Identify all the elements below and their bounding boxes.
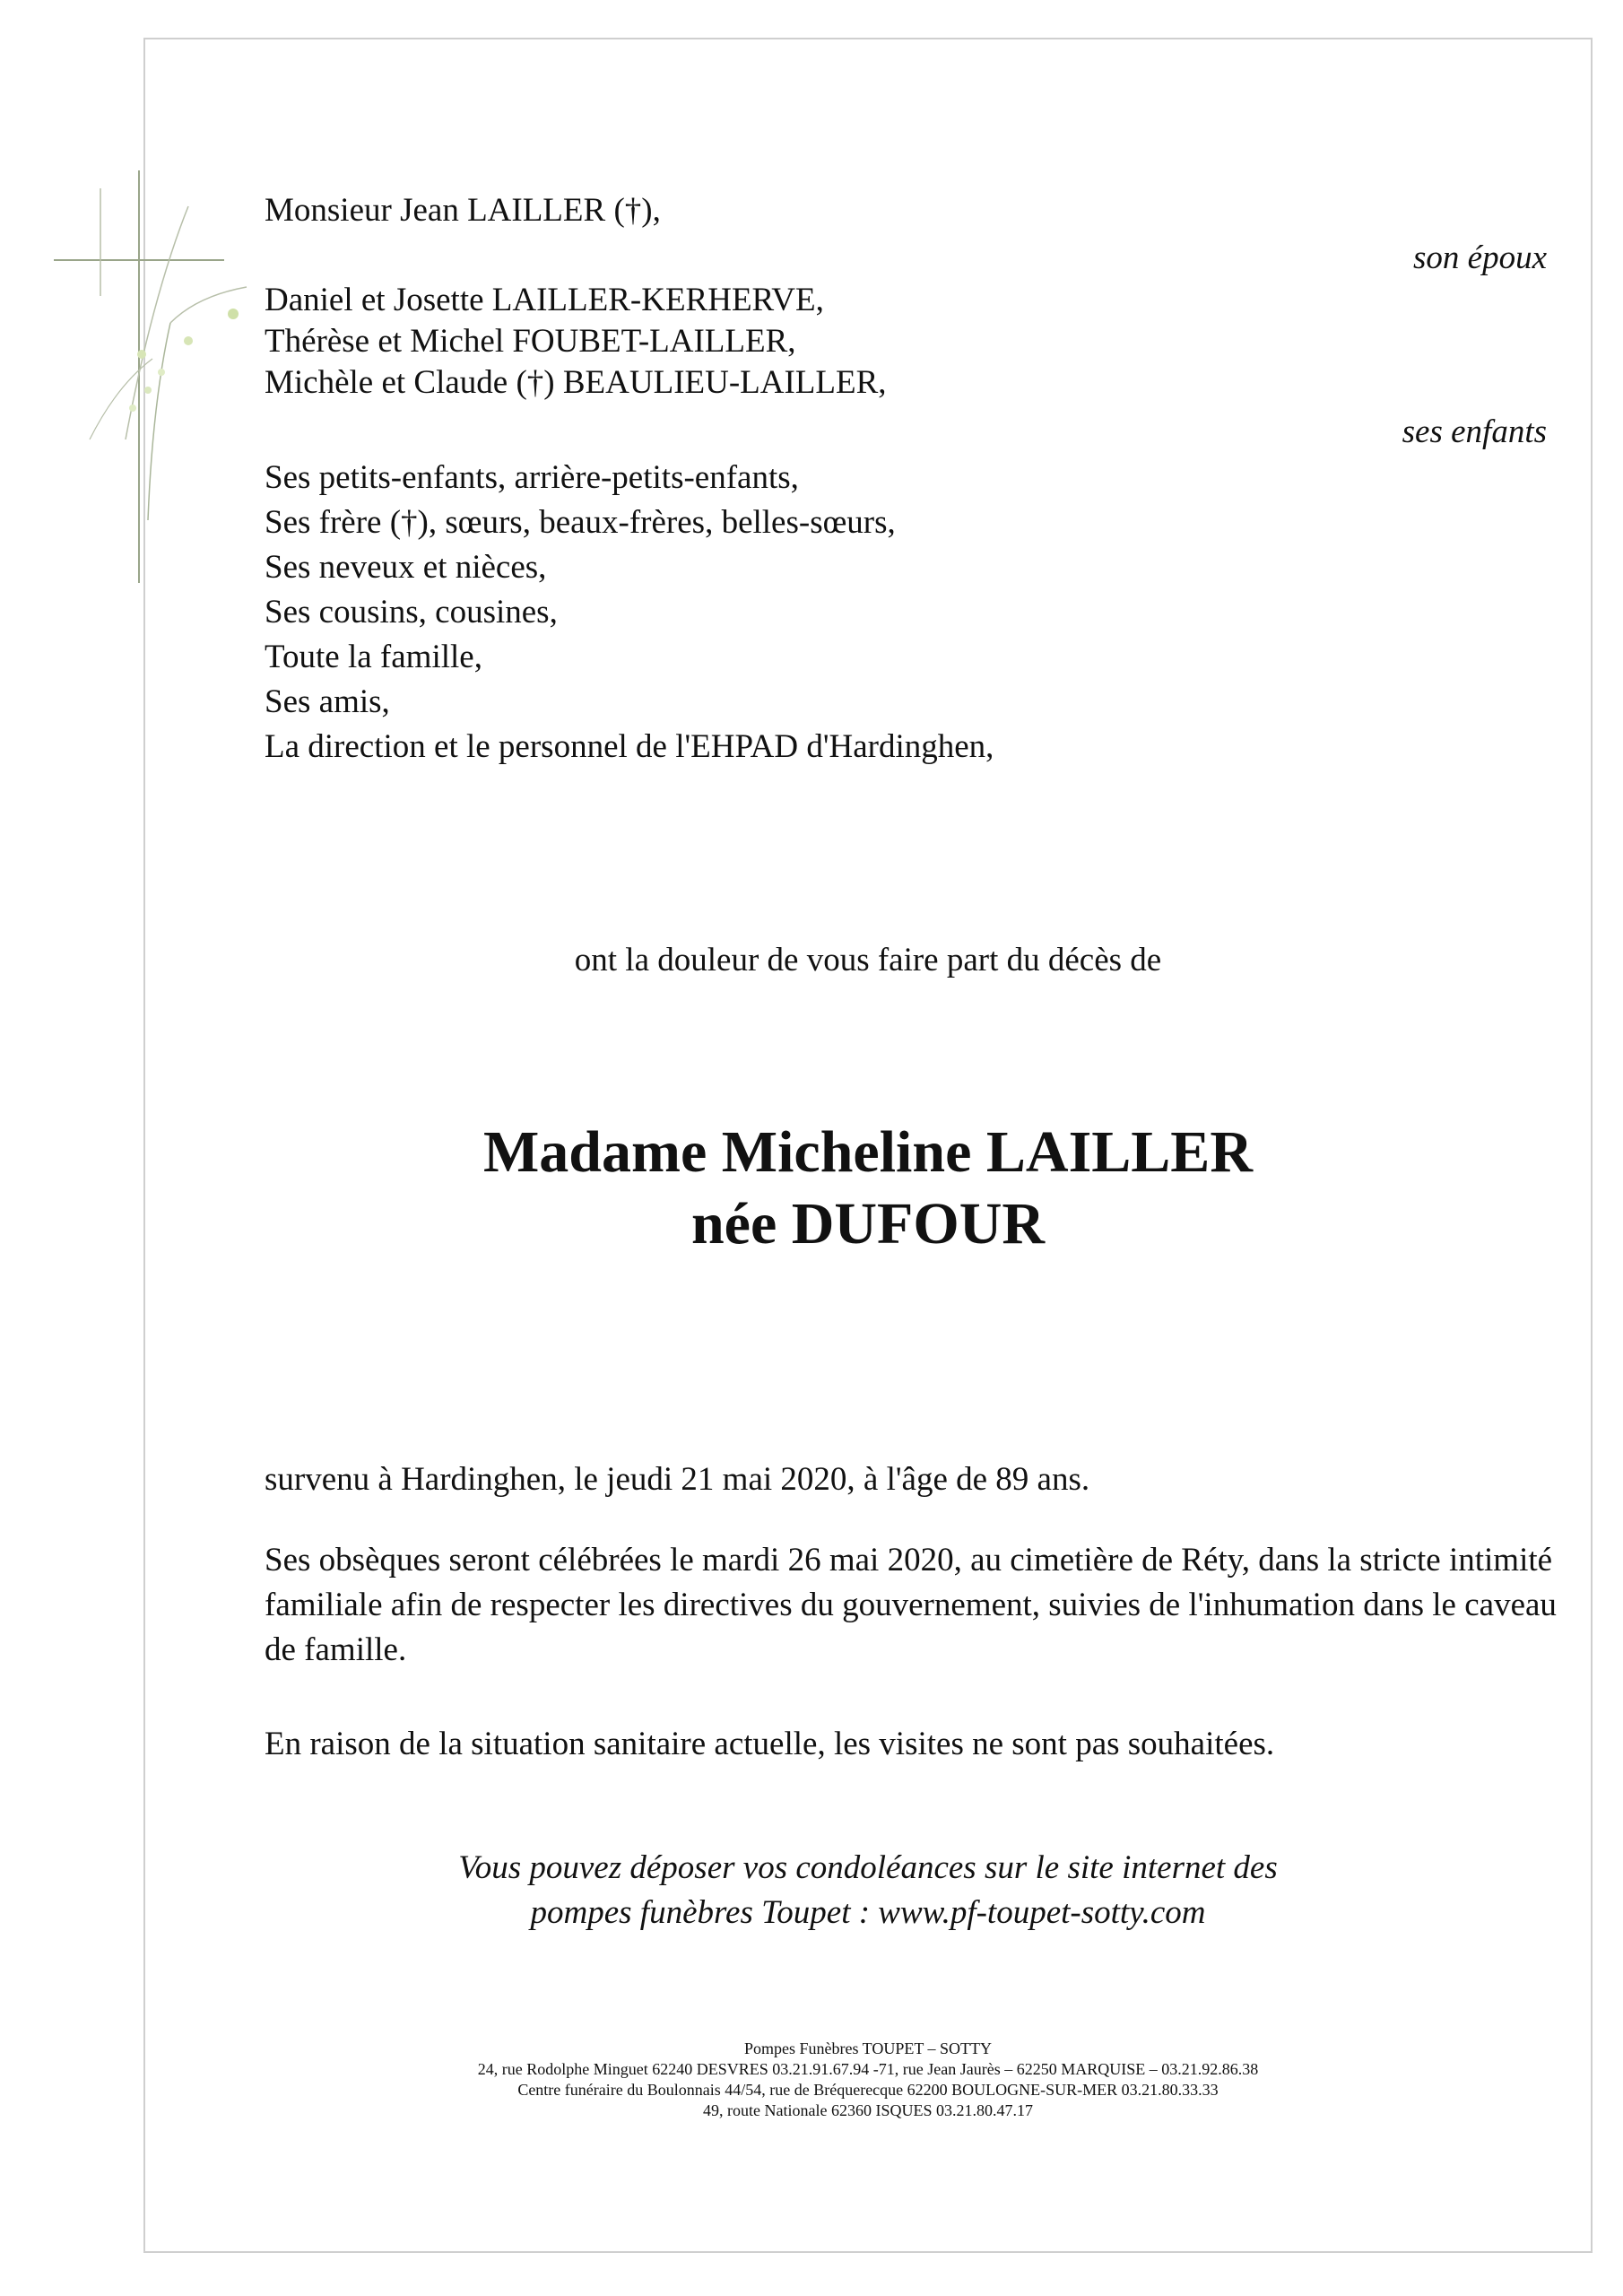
deceased-block xyxy=(143,1117,1593,1260)
footer-address-3: 49, route Nationale 62360 ISQUES 03.21.80.47.17 xyxy=(703,2101,1033,2119)
children-role: ses enfants xyxy=(1402,413,1547,450)
footer-company: Pompes Funèbres TOUPET – SOTTY xyxy=(743,2039,992,2057)
condolences-line-2: pompes funèbres Toupet : www.pf-toupet-sotty.com xyxy=(530,1894,1206,1931)
visits-notice: En raison de la situation sanitaire actuelle, les visites ne sont pas souhaitées. xyxy=(265,1726,1275,1762)
relatives-entry: Toute la famille, xyxy=(265,639,482,675)
child-entry: Thérèse et Michel FOUBET-LAILLER, xyxy=(265,323,796,360)
child-entry: Michèle et Claude (†) BEAULIEU-LAILLER, xyxy=(265,364,887,401)
deceased-name: Madame Micheline LAILLER xyxy=(483,1119,1253,1185)
condolences-line-1: Vous pouvez déposer vos condoléances sur le site internet des xyxy=(458,1849,1278,1886)
child-entry: Daniel et Josette LAILLER-KERHERVE, xyxy=(265,282,824,318)
relatives-entry: Ses cousins, cousines, xyxy=(265,594,558,631)
footer-address-2: Centre funéraire du Boulonnais 44/54, rue de Bréquerecque 62200 BOULOGNE-SUR-MER 03.21.80.33.33 xyxy=(517,2081,1219,2099)
spouse-line: Monsieur Jean LAILLER (†), xyxy=(265,192,661,229)
announcement-text: ont la douleur de vous faire part du décès de xyxy=(574,942,1162,978)
spouse-role: son époux xyxy=(1413,239,1547,276)
death-details: survenu à Hardinghen, le jeudi 21 mai 2020, à l'âge de 89 ans. xyxy=(265,1461,1090,1498)
relatives-entry: Ses amis, xyxy=(265,683,390,720)
condolences-text xyxy=(143,1846,1593,1935)
relatives-entry: Ses petits-enfants, arrière-petits-enfants, xyxy=(265,459,799,496)
deceased-maiden-name: née DUFOUR xyxy=(690,1191,1046,1257)
relatives-list xyxy=(265,456,994,770)
relatives-entry: La direction et le personnel de l'EHPAD d'Hardinghen, xyxy=(265,728,994,765)
children-list xyxy=(265,280,887,404)
cross-lily-icon xyxy=(54,170,251,601)
relatives-entry: Ses neveux et nièces, xyxy=(265,549,547,586)
funeral-home-footer xyxy=(143,2039,1593,2121)
relatives-entry: Ses frère (†), sœurs, beaux-frères, belles-sœurs, xyxy=(265,504,896,541)
funeral-details: Ses obsèques seront célébrées le mardi 26 mai 2020, au cimetière de Réty, dans la stricte intimité familiale afin de respecter les directives du gouvernement, suivies de l'inhumation dans le caveau de famille. xyxy=(265,1542,1557,1668)
footer-address-1: 24, rue Rodolphe Minguet 62240 DESVRES 03.21.91.67.94 -71, rue Jean Jaurès – 62250 MARQUISE – 03.21.92.86.38 xyxy=(477,2060,1259,2078)
